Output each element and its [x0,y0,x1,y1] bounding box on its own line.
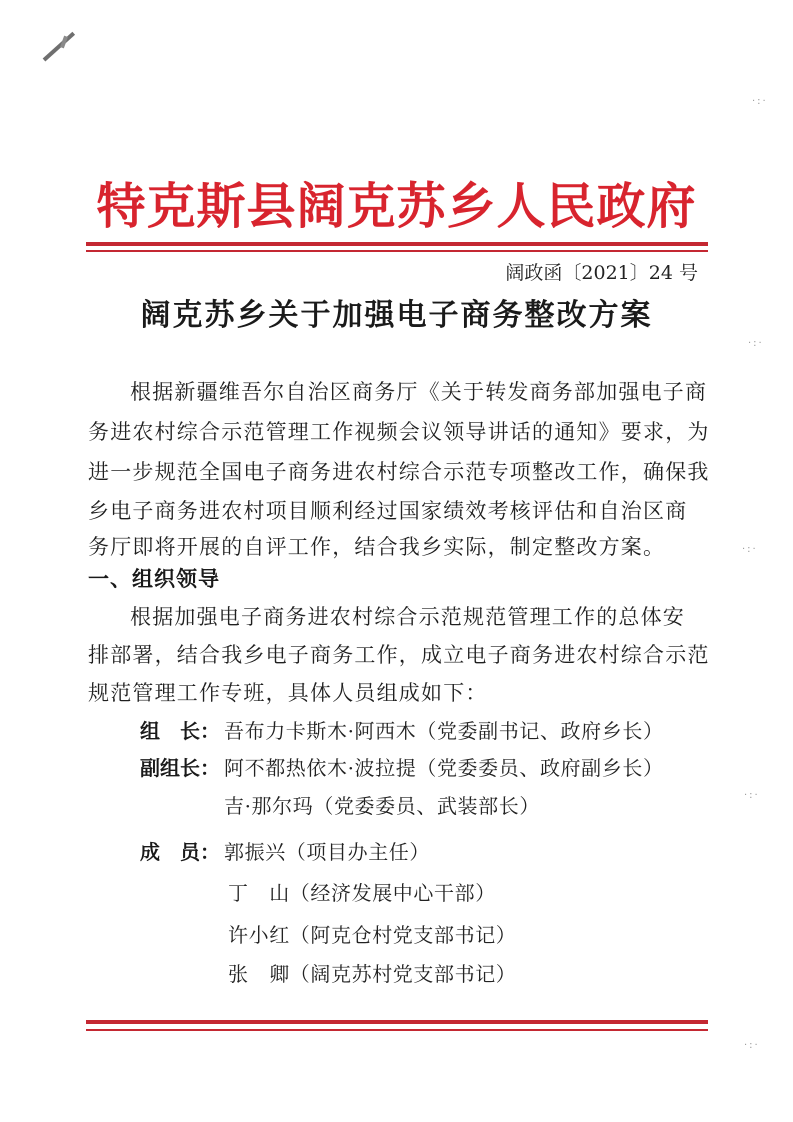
scan-speckle: ·:· [748,338,764,349]
header-rule-thick [86,242,708,246]
member-name: 丁 山（经济发展中心干部） [228,881,496,905]
intro-line: 进一步规范全国电子商务进农村综合示范专项整改工作，确保我 [88,460,710,484]
issuing-authority-title: 特克斯县阔克苏乡人民政府 [96,177,697,235]
section-line: 规范管理工作专班，具体人员组成如下： [88,681,488,705]
intro-line: 务厅即将开展的自评工作，结合我乡实际，制定整改方案。 [88,535,666,559]
document-title: 阔克苏乡关于加强电子商务整改方案 [140,298,653,333]
member-name: 郭振兴（项目办主任） [224,840,430,864]
intro-line: 根据新疆维吾尔自治区商务厅《关于转发商务部加强电子商 [130,380,708,404]
section-line: 根据加强电子商务进农村综合示范规范管理工作的总体安 [130,605,685,629]
scan-speckle: ·:· [744,790,760,801]
header-rule-thin [86,250,708,252]
document-number: 阔政函〔2021〕24 号 [505,262,698,284]
scan-speckle: ·:· [742,544,758,555]
intro-line: 务进农村综合示范管理工作视频会议领导讲话的通知》要求，为 [88,420,710,444]
leader-name: 吾布力卡斯木·阿西木（党委副书记、政府乡长） [224,719,664,743]
deputy-name: 吉·那尔玛（党委委员、武装部长） [224,794,540,818]
section-line: 排部署，结合我乡电子商务工作，成立电子商务进农村综合示范 [88,643,710,667]
footer-rule-thin [86,1029,708,1031]
section-heading: 一、组织领导 [88,567,220,591]
footer-rule-thick [86,1020,708,1024]
scan-speckle: ·:· [744,1040,760,1051]
intro-line: 乡电子商务进农村项目顺利经过国家绩效考核评估和自治区商 [88,499,688,523]
deputy-label: 副组长： [140,756,220,780]
member-name: 张 卿（阔克苏村党支部书记） [228,962,517,986]
deputy-name: 阿不都热依木·波拉提（党委委员、政府副乡长） [224,756,664,780]
member-name: 许小红（阿克仓村党支部书记） [228,923,517,947]
leader-label: 组 长： [140,719,220,743]
scan-speckle: ·:· [752,96,768,107]
members-label: 成 员： [140,840,220,864]
